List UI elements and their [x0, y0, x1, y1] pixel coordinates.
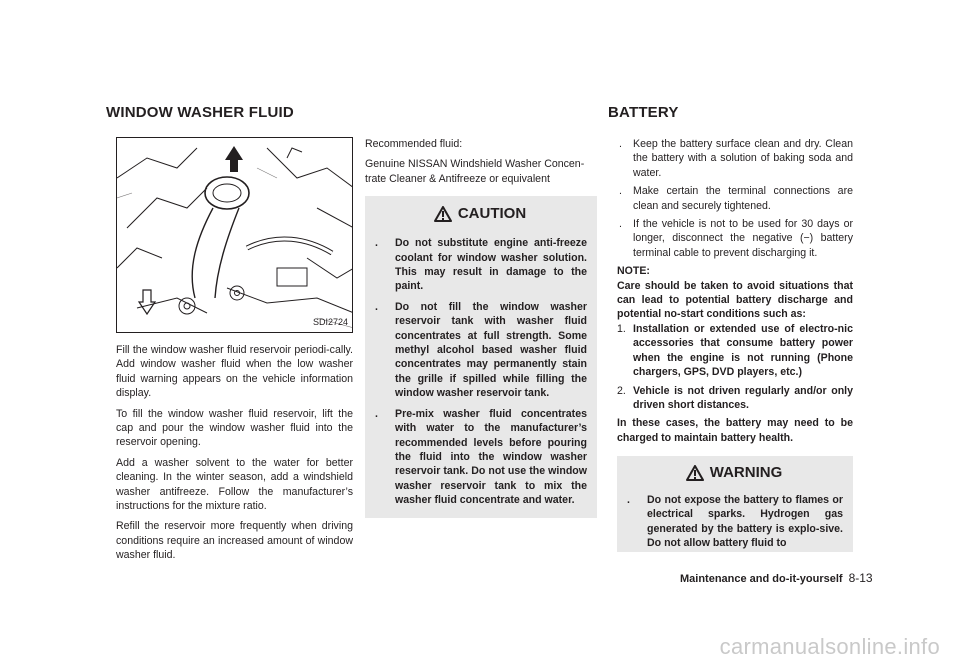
section-heading-washer-fluid: WINDOW WASHER FLUID: [106, 104, 294, 121]
washer-paragraph: Fill the window washer fluid reservoir periodi-cally. Add window washer fluid when the low washer fluid warning appears on the vehicle information display.: [116, 344, 353, 400]
column-washer: [116, 137, 353, 569]
caution-header: [373, 206, 587, 222]
battery-bullet-item: . Make certain the terminal connections are clean and securely tightened.: [619, 185, 853, 212]
warning-triangle-icon: [434, 206, 452, 222]
recommended-label: Recommended fluid:: [365, 138, 463, 150]
section-heading-battery: BATTERY: [608, 104, 679, 121]
note-text: Care should be taken to avoid situations that can lead to potential battery discharge and potential no-start conditions such as:: [617, 279, 853, 321]
note-label: NOTE:: [617, 265, 650, 278]
washer-paragraph: To fill the window washer fluid reservoir, lift the cap and pour the window washer fluid into the reservoir opening.: [116, 407, 353, 449]
caution-item: . Do not substitute engine anti-freeze coolant for window washer solution. This may result in damage to the paint.: [375, 237, 587, 293]
figure-label: SDI2724: [312, 316, 348, 327]
warning-triangle-icon: [686, 465, 704, 481]
watermark-text: carmanualsonline.info: [719, 634, 940, 659]
caution-box: [365, 196, 597, 517]
warning-title: WARNING: [709, 464, 783, 481]
washer-paragraph: Add a washer solvent to the water for better cleaning. In the winter season, add a windshield washer antifreeze. Follow the manufacturer’s instructions for the mixture ratio.: [116, 456, 353, 513]
page-footer: [680, 571, 873, 585]
battery-bullet-item: . Keep the battery surface clean and dry. Clean the battery with a solution of baking soda and water.: [619, 138, 853, 179]
engine-bay-illustration: [117, 138, 353, 333]
battery-closing-text: In these cases, the battery may need to be charged to maintain battery health.: [617, 417, 853, 444]
recommended-text: Genuine NISSAN Windshield Washer Concen-trate Cleaner & Antifreeze or equivalent: [365, 158, 585, 185]
numbered-item: 1. Installation or extended use of electro-nic accessories that consume battery power when the engine is not running (Phone chargers, GPS, DVD players, etc.): [617, 322, 853, 379]
page-number: 8-13: [848, 571, 873, 585]
warning-header: [625, 464, 843, 481]
numbered-item: 2. Vehicle is not driven regularly and/or only driven short distances.: [617, 384, 853, 411]
washer-reservoir-figure: [116, 137, 353, 333]
column-recommended-fluid: [365, 137, 597, 518]
column-battery: [617, 137, 853, 445]
warning-box: [617, 456, 853, 552]
caution-item: . Pre-mix washer fluid concentrates with water to the manufacturer’s recommended levels before pouring the fluid into the window washer reservoir tank. Do not use the window washer reservoir tank to mix the washer fluid concentrate and water.: [375, 407, 587, 507]
battery-bullet-item: . If the vehicle is not to be used for 30 days or longer, disconnect the negative (−) battery terminal cable to prevent discharging it.: [619, 218, 853, 259]
caution-title: CAUTION: [457, 205, 527, 223]
washer-paragraph: Refill the reservoir more frequently when driving conditions require an increased amount of window washer fluid.: [116, 520, 353, 562]
footer-section: Maintenance and do-it-yourself: [680, 573, 843, 585]
warning-item: . Do not expose the battery to flames or electrical sparks. Hydrogen gas generated by the battery is explo-sive. Do not allow battery fluid to: [627, 494, 843, 550]
caution-item: . Do not fill the window washer reservoir tank with washer fluid concentrates at full strength. Some methyl alcohol based washer fluid concentrates may permanently stain the grille if spilled while filling the window washer reservoir tank.: [375, 300, 587, 400]
watermark: [0, 630, 960, 664]
